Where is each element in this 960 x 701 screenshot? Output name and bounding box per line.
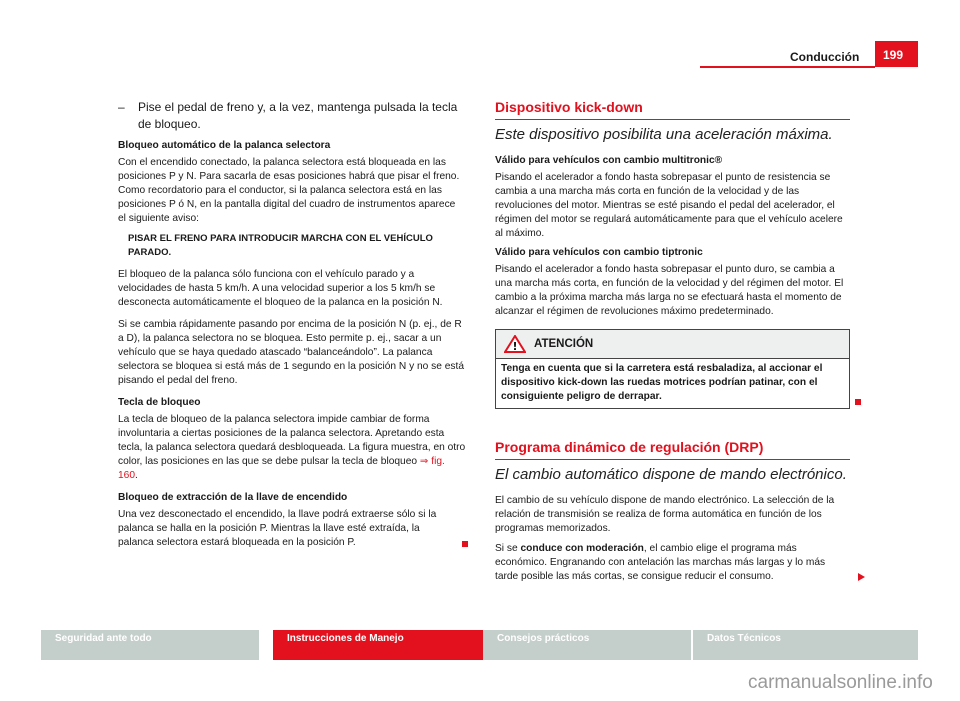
heading-key-lock: Bloqueo de extracción de la llave de encendido (118, 492, 348, 503)
footer-tab-technical[interactable]: Datos Técnicos (693, 630, 918, 660)
section-subtitle: El cambio automático dispone de mando electrónico. (495, 466, 847, 483)
section-heading-kickdown: Dispositivo kick-down (495, 99, 850, 120)
paragraph: El cambio de su vehículo dispone de mando electrónico. La selección de la relación de transmisión se realiza de forma automática en función de los programas memorizados. (495, 495, 835, 534)
footer-tab-tips[interactable]: Consejos prácticos (483, 630, 691, 660)
heading-auto-lock: Bloqueo automático de la palanca selectora (118, 140, 331, 151)
right-column (495, 99, 851, 584)
footer-tab-operating[interactable]: Instrucciones de Manejo (273, 630, 491, 660)
footer-tab-safety[interactable]: Seguridad ante todo (41, 630, 259, 660)
paragraph-wrap (495, 542, 851, 584)
paragraph: Pisando el acelerador a fondo hasta sobrepasar el punto de resistencia se cambia a una marcha más corta en función de la velocidad y de las revoluciones del motor. Mientras se esté pisando el pedal del acelerador, el régimen del motor se regulará automáticamente para que el vehículo acelere al máximo. (495, 172, 843, 239)
heading-lock-key: Tecla de bloqueo (118, 397, 201, 408)
end-marker (855, 399, 861, 405)
heading-tiptronic: Válido para vehículos con cambio tiptronic (495, 247, 703, 258)
warning-box (495, 329, 850, 409)
section-subtitle: Este dispositivo posibilita una aceleración máxima. (495, 126, 833, 143)
paragraph: Con el encendido conectado, la palanca selectora está bloqueada en las posiciones P y N. Para sacarla de esas posiciones habrá que pisar el freno. Como recordatorio para el conductor, si la palanca selectora está en las posiciones P ó N, en la pantalla digital del cuadro de instrumentos aparece el siguiente aviso: (118, 157, 460, 224)
paragraph-wrap (118, 508, 438, 550)
step-text: Pise el pedal de freno y, a la vez, mantenga pulsada la tecla de bloqueo. (138, 100, 458, 131)
step-item: – Pise el pedal de freno y, a la vez, mantenga pulsada la tecla de bloqueo. (118, 99, 466, 133)
text: , el cambio elige el programa más económico. Engranando con antelación las marchas más largas y lo más tarde posible las más cortas, se consigue reducir el consumo. (495, 543, 826, 582)
paragraph: El bloqueo de la palanca sólo funciona con el vehículo parado y a velocidades de hasta 5 km/h. A una velocidad superior a los 5 km/h se desconecta automáticamente el bloqueo de la palanca en la posición N. (118, 269, 443, 308)
page-number: 199 (875, 41, 918, 67)
header-rule (700, 66, 875, 68)
emphasis: conduce con moderación (520, 543, 644, 554)
chapter-title: Conducción (790, 50, 860, 64)
warning-triangle-icon (504, 335, 526, 353)
display-warning: PISAR EL FRENO PARA INTRODUCIR MARCHA CON EL VEHÍCULO PARADO. (128, 233, 433, 258)
text: Si se (495, 543, 521, 554)
paragraph: La tecla de bloqueo de la palanca selectora impide cambiar de forma involuntaria a ciertas posiciones de la palanca selectora. Apretando esta tecla, la palanca selectora quedará desbloqueada. La figura muestra, en otro color, las posiciones en las que se debe pulsar la tecla de bloqueo ⇒ fig. 160. (118, 414, 466, 481)
paragraph: Una vez desconectado el encendido, la llave podrá extraerse sólo si la palanca se halla en la posición P. Mientras la llave esté extraída, la palanca selectora estará bloqueada en la posición P. (118, 509, 437, 548)
left-column (118, 99, 466, 550)
heading-multitronic: Válido para vehículos con cambio multitronic® (495, 155, 723, 166)
paragraph: Pisando el acelerador a fondo hasta sobrepasar el punto duro, se cambia a una marcha más corta, en función de la velocidad y del régimen del motor. El cambio a la próxima marcha más larga no se efectuará hasta el momento de alcanzar el régimen de revoluciones máximo predeterminado. (495, 264, 844, 317)
paragraph-text: La tecla de bloqueo de la palanca selectora impide cambiar de forma involuntaria a ciertas posiciones de la palanca selectora. Apretando esta tecla, la palanca selectora quedará desbloqueada. La figura muestra, en otro color, las posiciones en las que se debe pulsar la tecla de bloqueo (118, 414, 466, 467)
figure-link[interactable]: ⇒ fig. 160 (118, 456, 445, 481)
warning-text: Tenga en cuenta que si la carretera está resbaladiza, al accionar el dispositivo kick-down las ruedas motrices podrían patinar, con el consiguiente peligro de derrapar. (501, 363, 823, 402)
end-marker (462, 541, 468, 547)
continue-arrow-icon (858, 573, 865, 581)
svg-text:!: ! (512, 340, 518, 353)
paragraph: Si se cambia rápidamente pasando por encima de la posición N (p. ej., de R a D), la palanca selectora no se bloquea. Esto permite p. ej., sacar a un vehículo que se haya quedado atascado “balanceándolo”. La palanca selectora se bloquea si está más de 1 segundo en la posición N y no se está pisando el pedal del freno. (118, 319, 465, 386)
section-heading-drp: Programa dinámico de regulación (DRP) (495, 439, 850, 460)
warning-title: ATENCIÓN (534, 338, 594, 350)
watermark: carmanualsonline.info (748, 672, 933, 693)
paragraph (495, 542, 851, 584)
